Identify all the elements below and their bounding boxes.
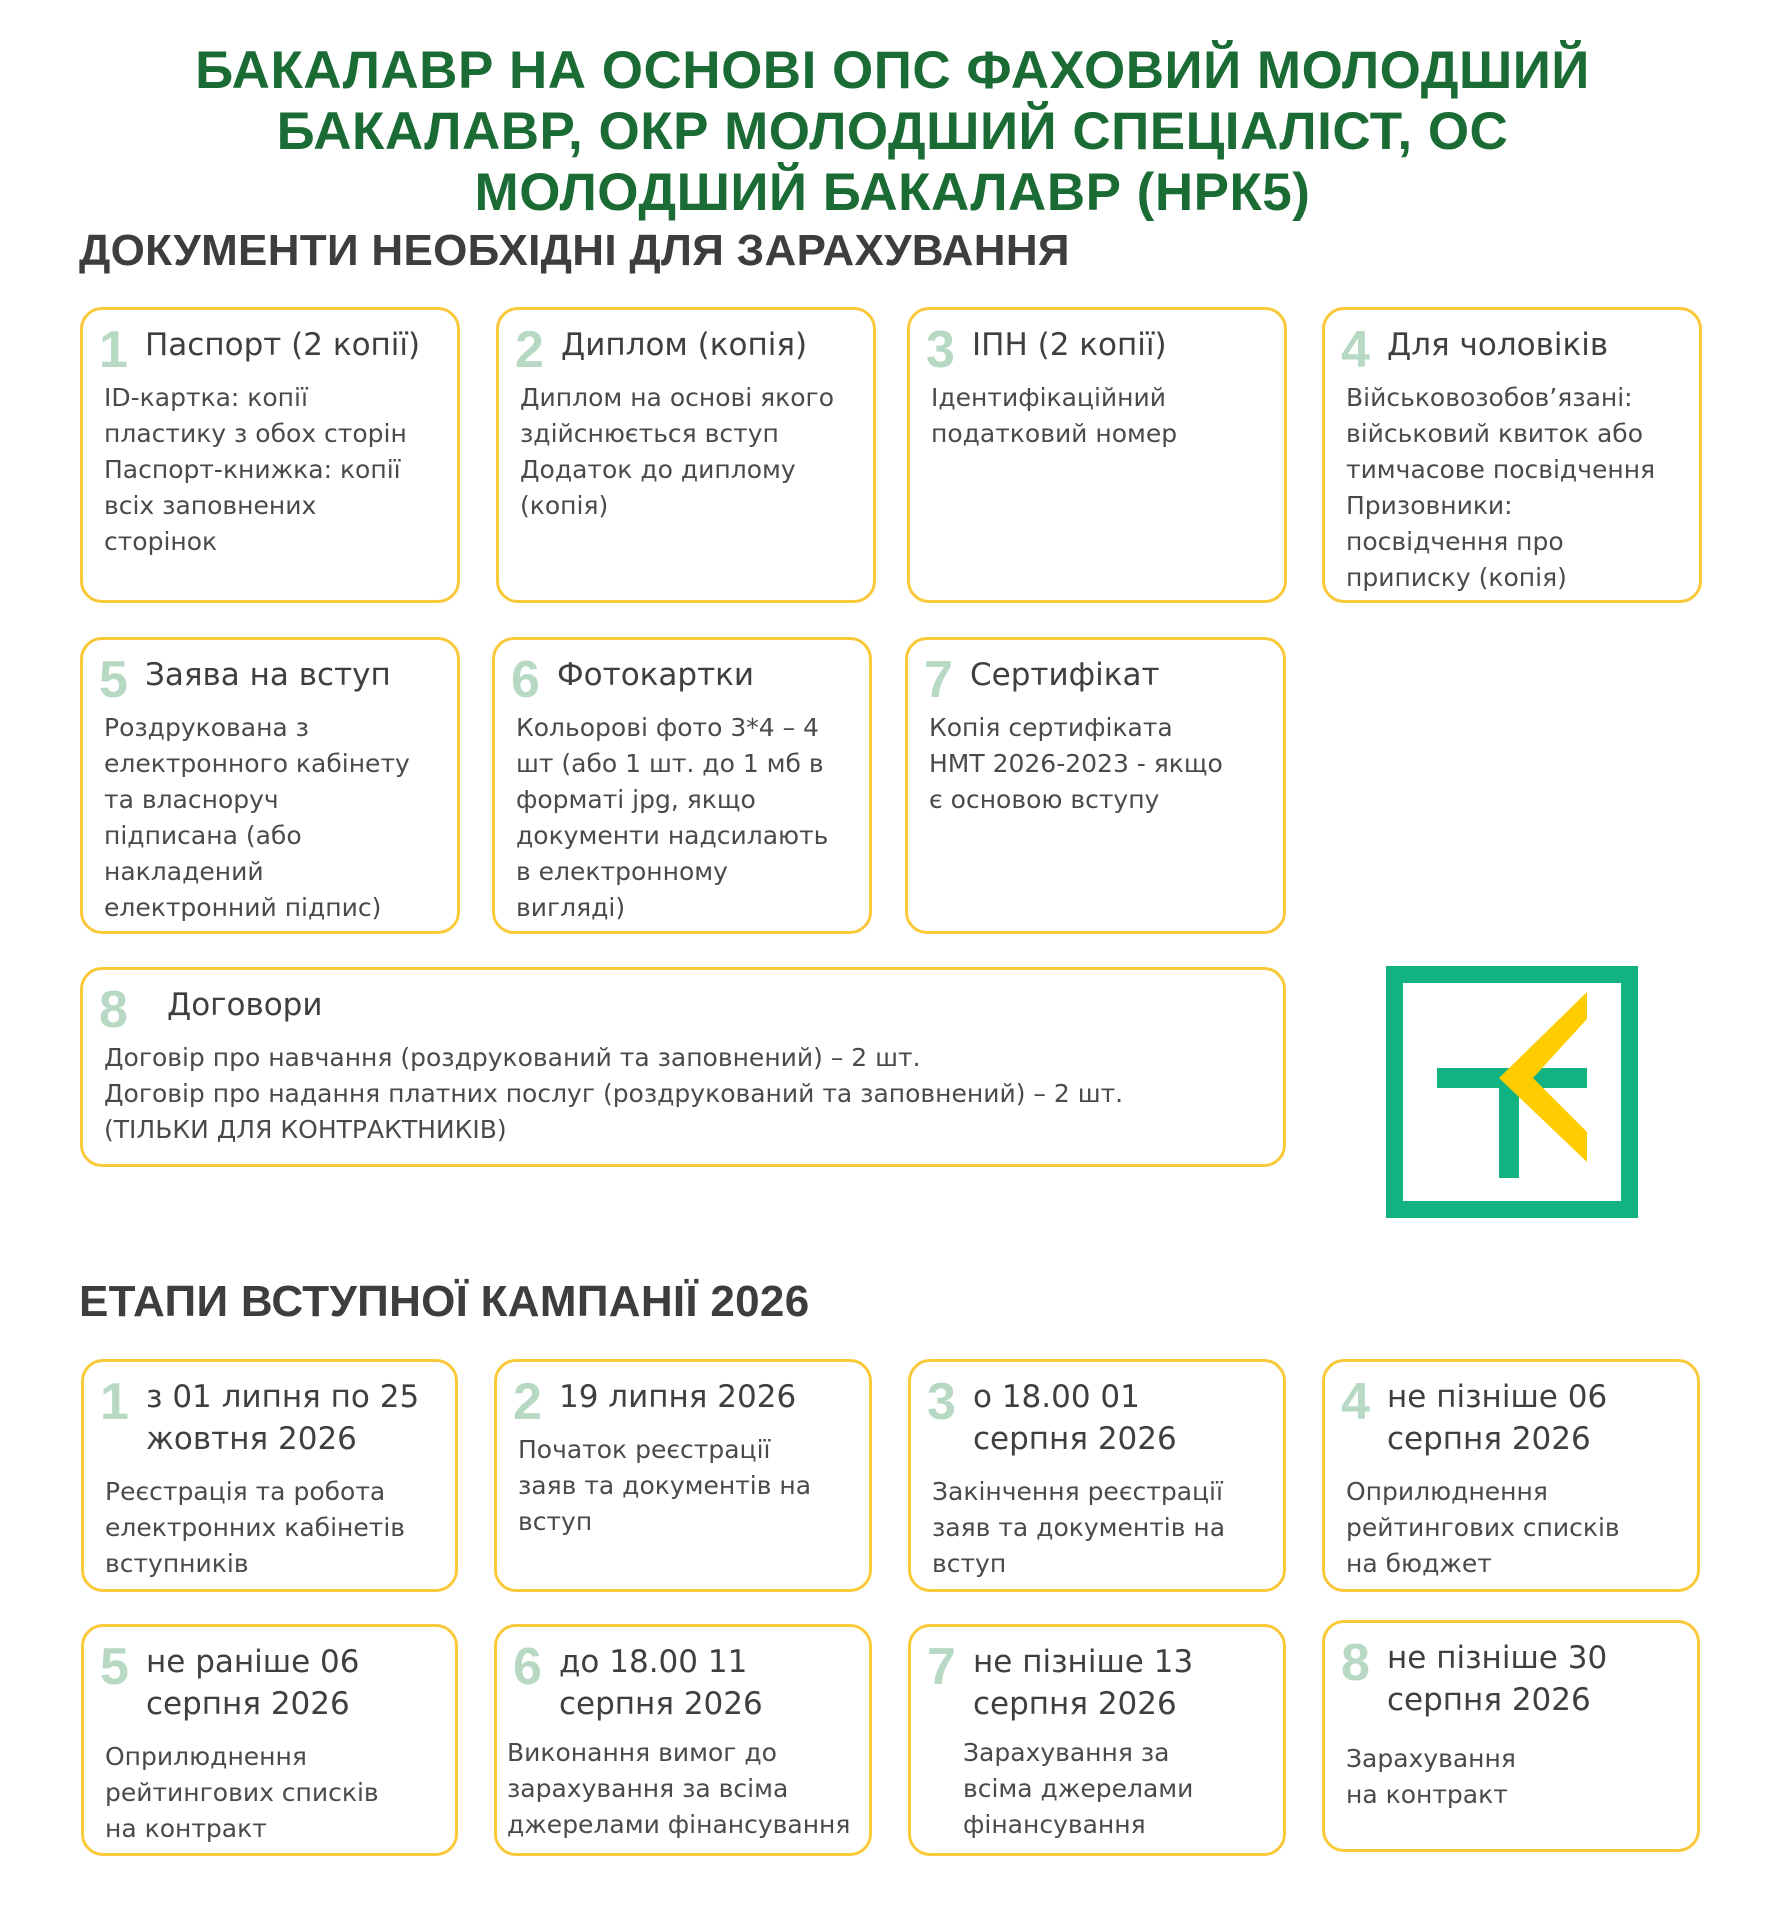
- title-line: БАКАЛАВР, ОКР МОЛОДШИЙ СПЕЦІАЛІСТ, ОС: [276, 102, 1509, 161]
- card-number: 8: [1341, 1634, 1370, 1692]
- stage-card: [1322, 1620, 1700, 1852]
- title-line: БАКАЛАВР НА ОСНОВІ ОПС ФАХОВИЙ МОЛОДШИЙ: [195, 41, 1590, 100]
- card-number: 7: [924, 651, 953, 709]
- stages-heading: ЕТАПИ ВСТУПНОЇ КАМПАНІЇ 2026: [79, 1277, 810, 1326]
- card-number: 7: [927, 1638, 956, 1696]
- card-title: Паспорт (2 копії): [145, 327, 421, 363]
- card-title: Диплом (копія): [561, 327, 808, 363]
- card-title: Фотокартки: [557, 657, 755, 693]
- stage-text: Виконання вимог до зарахування за всіма джерелами фінансування: [507, 1738, 851, 1839]
- card-title: Заява на вступ: [145, 657, 391, 693]
- college-logo-icon: [1386, 966, 1638, 1218]
- card-number: 5: [99, 651, 128, 709]
- document-card-men: [1322, 307, 1702, 603]
- stage-date: до 18.00 11 серпня 2026: [559, 1644, 763, 1722]
- stage-date: не пізніше 13 серпня 2026: [973, 1644, 1194, 1722]
- card-title: ІПН (2 копії): [972, 327, 1167, 363]
- documents-heading: ДОКУМЕНТИ НЕОБХІДНІ ДЛЯ ЗАРАХУВАННЯ: [79, 226, 1070, 275]
- document-card-diploma: [496, 307, 876, 603]
- document-card-photos: [492, 637, 872, 934]
- card-number: 1: [99, 321, 128, 379]
- card-title: Для чоловіків: [1387, 327, 1609, 363]
- document-card-application: [80, 637, 460, 934]
- card-title: Договори: [167, 987, 323, 1023]
- card-number: 1: [100, 1373, 129, 1431]
- card-title: Сертифікат: [970, 657, 1160, 693]
- card-text: Копія сертифіката НМТ 2026-2023 - якщо є основою вступу: [929, 713, 1223, 814]
- card-number: 3: [926, 321, 955, 379]
- stage-date: не раніше 06 серпня 2026: [146, 1644, 360, 1722]
- card-text: Договір про навчання (роздрукований та заповнений) – 2 шт. Договір про надання платних послуг (роздрукований та заповнений) – 2 шт. (ТІЛЬКИ ДЛЯ КОНТРАКТНИКІВ): [104, 1043, 1124, 1144]
- stage-text: Оприлюднення рейтингових списків на контракт: [105, 1742, 379, 1843]
- stage-text: Початок реєстрації заяв та документів на вступ: [518, 1435, 812, 1536]
- card-text: ID-картка: копії пластику з обох сторін Паспорт-книжка: копії всіх заповнених сторінок: [104, 383, 407, 556]
- document-card-passport: [80, 307, 460, 603]
- stage-text: Оприлюднення рейтингових списків на бюджет: [1346, 1477, 1620, 1578]
- card-number: 3: [927, 1373, 956, 1431]
- card-text: Кольорові фото 3*4 – 4 шт (або 1 шт. до 1 мб в форматі jpg, якщо документи надсилають в електронному вигляді): [516, 713, 829, 922]
- document-card-contracts: [80, 967, 1286, 1167]
- card-number: 6: [513, 1638, 542, 1696]
- stage-date: 19 липня 2026: [559, 1379, 797, 1415]
- page-title: [60, 40, 1725, 223]
- card-text: Диплом на основі якого здійснюється вступ Додаток до диплому (копія): [520, 383, 834, 520]
- card-number: 6: [511, 651, 540, 709]
- stage-date: з 01 липня по 25 жовтня 2026: [146, 1379, 420, 1457]
- card-number: 2: [513, 1373, 542, 1431]
- stage-text: Зарахування на контракт: [1346, 1744, 1516, 1809]
- card-number: 5: [100, 1638, 129, 1696]
- stage-card: [494, 1359, 872, 1592]
- stage-card: [1322, 1359, 1700, 1592]
- card-number: 8: [99, 981, 128, 1039]
- stage-text: Реєстрація та робота електронних кабінетів вступників: [105, 1477, 405, 1578]
- stage-card: [81, 1624, 458, 1856]
- card-text: Військовозобов’язані: військовий квиток або тимчасове посвідчення Призовники: посвідчення про приписку (копія): [1346, 383, 1656, 592]
- stage-card: [908, 1359, 1286, 1592]
- card-number: 4: [1341, 321, 1370, 379]
- stage-date: не пізніше 06 серпня 2026: [1387, 1379, 1608, 1457]
- stage-date: не пізніше 30 серпня 2026: [1387, 1640, 1608, 1718]
- stage-card: [81, 1359, 458, 1592]
- stage-date: о 18.00 01 серпня 2026: [973, 1379, 1177, 1457]
- card-text: Ідентифікаційний податковий номер: [931, 383, 1178, 448]
- stage-text: Зарахування за всіма джерелами фінансування: [963, 1738, 1194, 1839]
- document-card-certificate: [905, 637, 1286, 934]
- stage-card: [908, 1624, 1286, 1856]
- card-number: 4: [1341, 1373, 1370, 1431]
- title-line: МОЛОДШИЙ БАКАЛАВР (НРК5): [474, 163, 1311, 222]
- card-text: Роздрукована з електронного кабінету та власноруч підписана (або накладений електронний підпис): [104, 713, 410, 922]
- document-card-tax-id: [907, 307, 1287, 603]
- stage-text: Закінчення реєстрації заяв та документів на вступ: [932, 1477, 1226, 1578]
- card-number: 2: [515, 321, 544, 379]
- stage-card: [494, 1624, 872, 1856]
